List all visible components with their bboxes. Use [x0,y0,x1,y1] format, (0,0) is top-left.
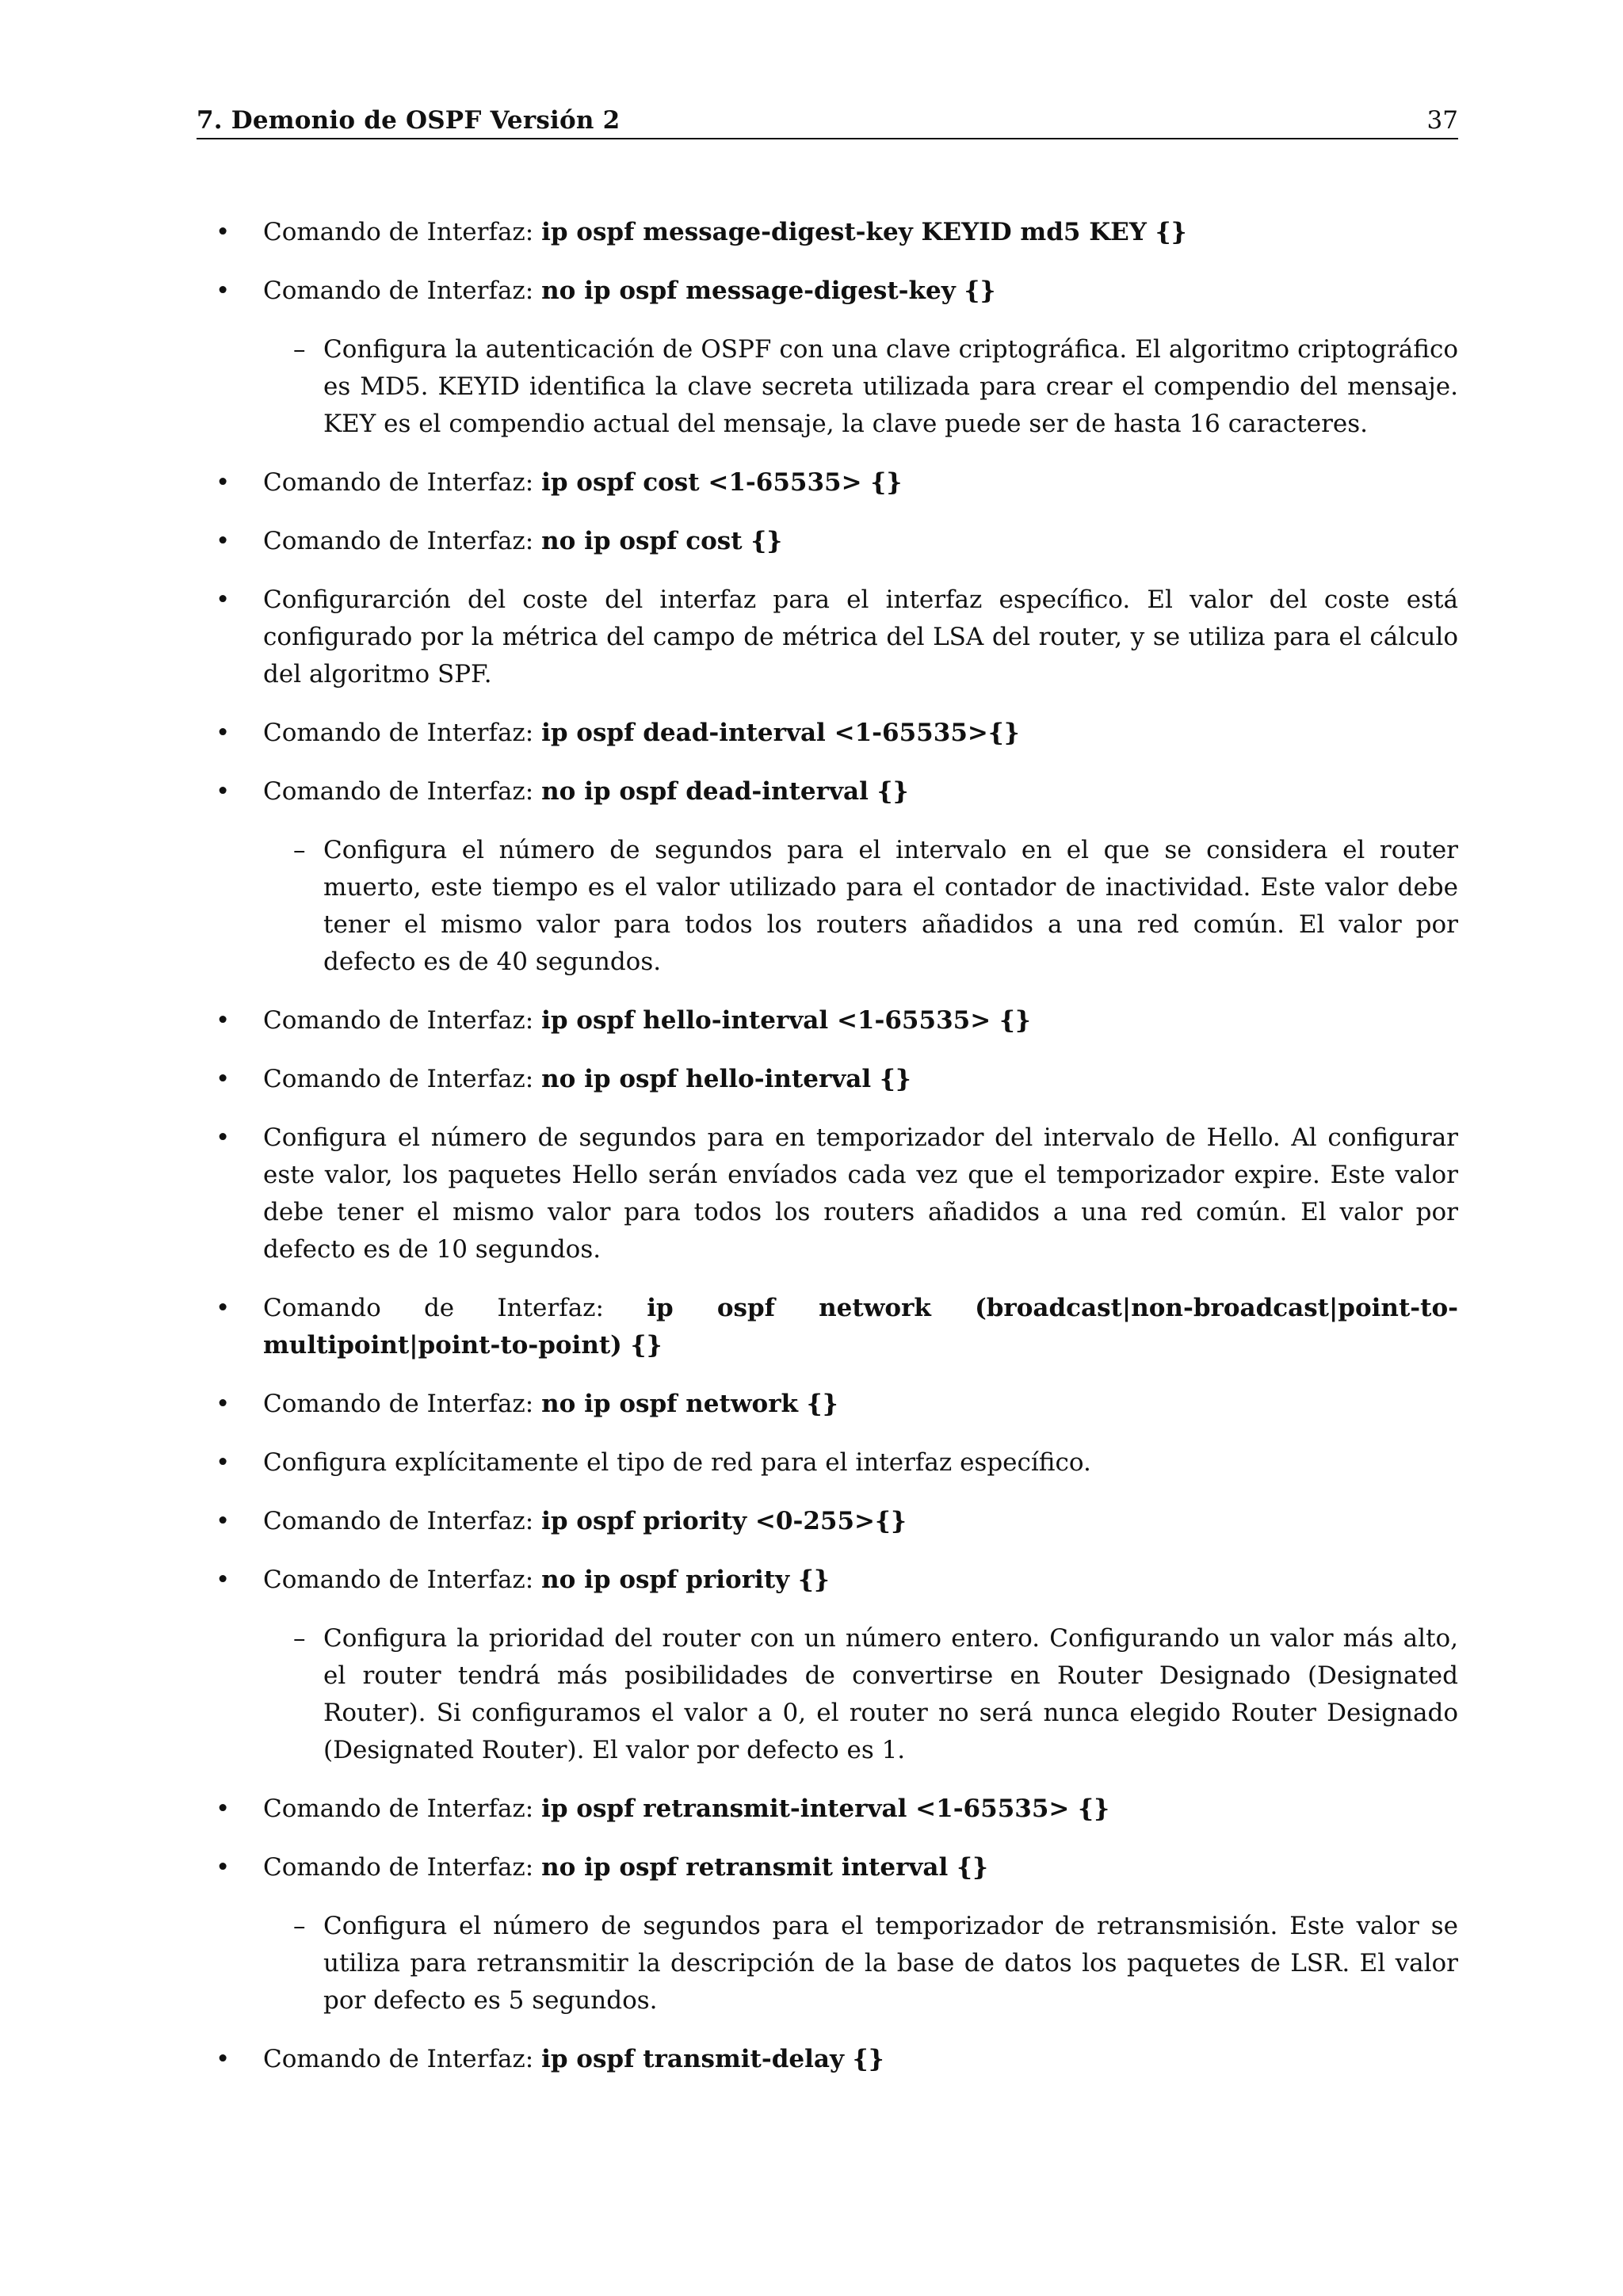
command-text: ip ospf hello-interval <1-65535> {} [541,1006,1031,1035]
command-text: no ip ospf dead-interval {} [541,777,909,806]
command-text: no ip ospf retransmit interval {} [541,1853,988,1882]
list-item: • Comando de Interfaz: ip ospf retransmit-interval <1-65535> {} [197,1791,1458,1828]
command-text: no ip ospf network {} [541,1390,838,1418]
command-text: ip ospf retransmit-interval <1-65535> {} [541,1794,1110,1823]
command-list [197,1791,1458,1886]
command-text: ip ospf transmit-delay {} [541,2045,884,2073]
list-item: • Comando de Interfaz: no ip ospf message-digest-key {} [197,273,1458,310]
command-list [197,2041,1458,2078]
chapter-title: 7. Demonio de OSPF Versión 2 [197,106,621,135]
list-item: • Configura explícitamente el tipo de red para el interfaz específico. [197,1444,1458,1482]
list-item: • Comando de Interfaz: no ip ospf retransmit interval {} [197,1849,1458,1886]
description-item: – Configura el número de segundos para el intervalo en el que se considera el router muerto, este tiempo es el valor utilizado para el contador de inactividad. Este valor debe tener el mismo valor para todos los routers añadidos a una red común. El valor por defecto es de 40 segundos. [293,836,1458,976]
list-item: • Comando de Interfaz: ip ospf transmit-delay {} [197,2041,1458,2078]
command-list [197,1002,1458,1599]
list-item: • Comando de Interfaz: no ip ospf hello-interval {} [197,1061,1458,1098]
list-item: • Comando de Interfaz: ip ospf dead-interval <1-65535>{} [197,715,1458,752]
list-item: • Comando de Interfaz: ip ospf cost <1-65535> {} [197,464,1458,502]
command-text: no ip ospf hello-interval {} [541,1065,911,1093]
description-item: – Configura la prioridad del router con un número entero. Configurando un valor más alto, el router tendrá más posibilidades de convertirse en Router Designado (Designated Router). Si configuramos el valor a 0, el router no será nunca elegido Router Designado (Designated Router). El valor por defecto es 1. [293,1624,1458,1764]
command-list [197,214,1458,310]
list-item: • Comando de Interfaz: ip ospf message-digest-key KEYID md5 KEY {} [197,214,1458,251]
command-text: ip ospf message-digest-key KEYID md5 KEY {} [541,218,1187,246]
list-item: • Comando de Interfaz: no ip ospf cost {} [197,523,1458,560]
command-text: ip ospf cost <1-65535> {} [541,468,903,497]
list-item: • Comando de Interfaz: ip ospf network (broadcast|non-broadcast|point-to-multipoint|point-to-point) {} [197,1290,1458,1364]
description-item: – Configura el número de segundos para el temporizador de retransmisión. Este valor se utiliza para retransmitir la descripción de la base de datos los paquetes de LSR. El valor por defecto es 5 segundos. [293,1912,1458,2015]
list-item: • Comando de Interfaz: ip ospf priority <0-255>{} [197,1503,1458,1540]
list-item: • Comando de Interfaz: no ip ospf dead-interval {} [197,773,1458,810]
page-number: 37 [1426,106,1458,135]
command-text: no ip ospf cost {} [541,527,783,555]
list-item: • Comando de Interfaz: no ip ospf priority {} [197,1562,1458,1599]
description-item: – Configura la autenticación de OSPF con una clave criptográfica. El algoritmo criptográfico es MD5. KEYID identifica la clave secreta utilizada para crear el compendio del mensaje. KEY es el compendio actual del mensaje, la clave puede ser de hasta 16 caracteres. [293,335,1458,438]
command-text: ip ospf network (broadcast|non-broadcast|point-to-multipoint|point-to-point) {} [263,1294,1458,1360]
command-text: ip ospf dead-interval <1-65535>{} [541,719,1020,747]
list-item: • Configurarción del coste del interfaz para el interfaz específico. El valor del coste está configurado por la métrica del campo de métrica del LSA del router, y se utiliza para el cálculo del algoritmo SPF. [197,582,1458,693]
list-item: • Comando de Interfaz: ip ospf hello-interval <1-65535> {} [197,1002,1458,1039]
command-text: no ip ospf priority {} [541,1566,830,1594]
command-list [197,464,1458,810]
list-item: • Comando de Interfaz: no ip ospf network {} [197,1386,1458,1423]
command-text: no ip ospf message-digest-key {} [541,277,996,305]
body-content [197,214,1458,2100]
running-header [197,101,1458,139]
command-text: ip ospf priority <0-255>{} [541,1507,907,1535]
list-item: • Configura el número de segundos para en temporizador del intervalo de Hello. Al configurar este valor, los paquetes Hello serán envíados cada vez que el temporizador expire. Este valor debe tener el mismo valor para todos los routers añadidos a una red común. El valor por defecto es de 10 segundos. [197,1119,1458,1268]
